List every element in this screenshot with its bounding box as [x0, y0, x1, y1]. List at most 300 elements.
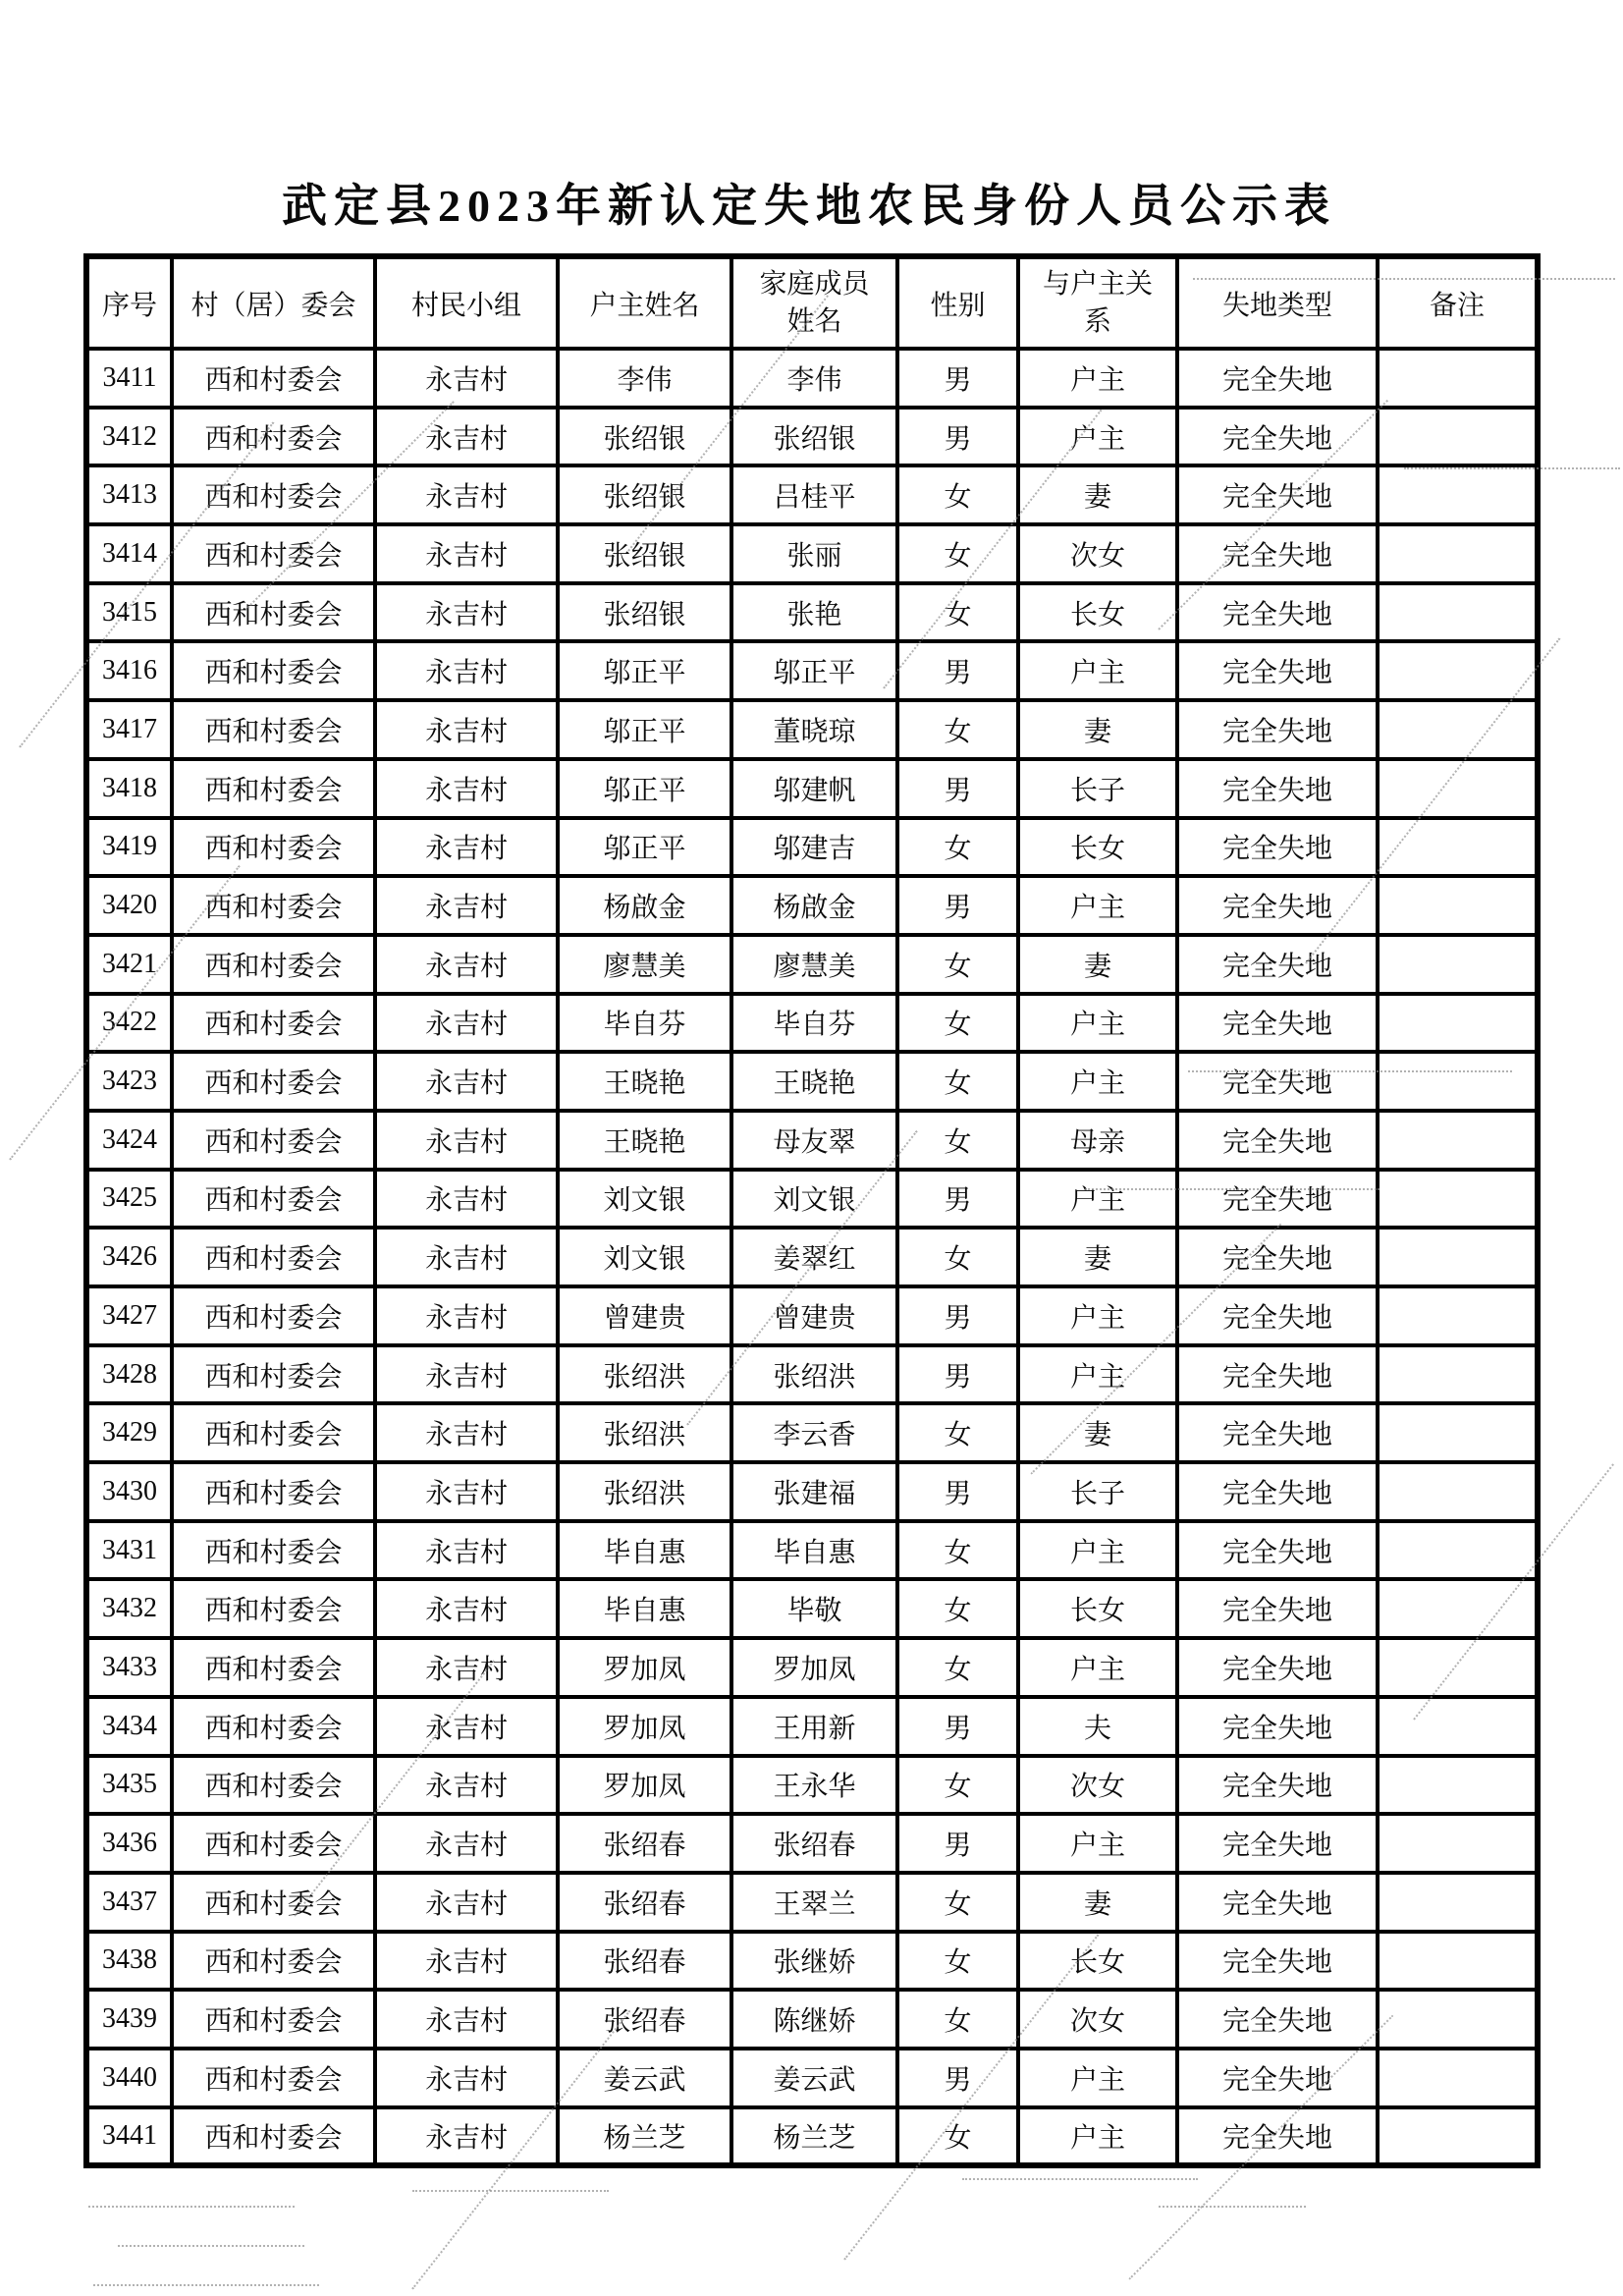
cell-head: 姜云武 — [558, 2049, 731, 2107]
cell-committee: 西和村委会 — [172, 583, 375, 642]
roster-table — [83, 253, 1541, 2168]
cell-relation: 户主 — [1018, 2049, 1177, 2107]
cell-land_type: 完全失地 — [1177, 935, 1378, 994]
roster-table-body — [86, 349, 1538, 2165]
cell-head: 张绍洪 — [558, 1403, 731, 1462]
cell-gender: 男 — [897, 759, 1018, 818]
cell-note — [1378, 1756, 1538, 1815]
cell-relation: 妻 — [1018, 935, 1177, 994]
cell-gender: 男 — [897, 1697, 1018, 1756]
cell-note — [1378, 1052, 1538, 1111]
cell-land_type: 完全失地 — [1177, 1345, 1378, 1404]
table-row — [86, 1932, 1538, 1991]
cell-group: 永吉村 — [375, 1170, 558, 1229]
cell-relation: 长女 — [1018, 818, 1177, 877]
cell-land_type: 完全失地 — [1177, 641, 1378, 700]
cell-note — [1378, 465, 1538, 524]
table-row — [86, 465, 1538, 524]
cell-note — [1378, 583, 1538, 642]
cell-note — [1378, 1111, 1538, 1170]
cell-member: 董晓琼 — [731, 700, 897, 759]
cell-group: 永吉村 — [375, 1814, 558, 1873]
cell-gender: 男 — [897, 641, 1018, 700]
cell-head: 张绍银 — [558, 408, 731, 466]
cell-head: 杨啟金 — [558, 876, 731, 935]
cell-gender: 女 — [897, 2107, 1018, 2166]
cell-relation: 户主 — [1018, 349, 1177, 408]
cell-committee: 西和村委会 — [172, 818, 375, 877]
cell-gender: 女 — [897, 818, 1018, 877]
cell-relation: 户主 — [1018, 1638, 1177, 1697]
cell-relation: 妻 — [1018, 700, 1177, 759]
cell-note — [1378, 1462, 1538, 1521]
cell-head: 罗加凤 — [558, 1756, 731, 1815]
table-row — [86, 524, 1538, 583]
cell-member: 邬正平 — [731, 641, 897, 700]
cell-member: 陈继娇 — [731, 1990, 897, 2049]
cell-committee: 西和村委会 — [172, 465, 375, 524]
cell-relation: 妻 — [1018, 465, 1177, 524]
cell-head: 邬正平 — [558, 759, 731, 818]
cell-head: 王晓艳 — [558, 1052, 731, 1111]
cell-member: 王永华 — [731, 1756, 897, 1815]
cell-committee: 西和村委会 — [172, 1873, 375, 1932]
cell-no: 3419 — [86, 818, 172, 877]
cell-land_type: 完全失地 — [1177, 994, 1378, 1053]
cell-no: 3439 — [86, 1990, 172, 2049]
cell-gender: 男 — [897, 1170, 1018, 1229]
header-cell-head: 户主姓名 — [558, 256, 731, 349]
cell-land_type: 完全失地 — [1177, 1873, 1378, 1932]
cell-group: 永吉村 — [375, 408, 558, 466]
cell-committee: 西和村委会 — [172, 1579, 375, 1638]
cell-group: 永吉村 — [375, 818, 558, 877]
cell-committee: 西和村委会 — [172, 1170, 375, 1229]
cell-gender: 女 — [897, 524, 1018, 583]
cell-committee: 西和村委会 — [172, 994, 375, 1053]
cell-head: 张绍洪 — [558, 1462, 731, 1521]
cell-note — [1378, 1638, 1538, 1697]
cell-gender: 女 — [897, 700, 1018, 759]
cell-land_type: 完全失地 — [1177, 1932, 1378, 1991]
cell-no: 3411 — [86, 349, 172, 408]
cell-gender: 女 — [897, 1521, 1018, 1580]
cell-head: 杨兰芝 — [558, 2107, 731, 2166]
cell-note — [1378, 1932, 1538, 1991]
cell-land_type: 完全失地 — [1177, 1111, 1378, 1170]
cell-no: 3413 — [86, 465, 172, 524]
table-row — [86, 700, 1538, 759]
cell-no: 3440 — [86, 2049, 172, 2107]
cell-no: 3426 — [86, 1228, 172, 1286]
table-row — [86, 1111, 1538, 1170]
cell-member: 王翠兰 — [731, 1873, 897, 1932]
cell-group: 永吉村 — [375, 2107, 558, 2166]
cell-land_type: 完全失地 — [1177, 408, 1378, 466]
cell-group: 永吉村 — [375, 1873, 558, 1932]
cell-head: 曾建贵 — [558, 1286, 731, 1345]
cell-committee: 西和村委会 — [172, 1521, 375, 1580]
cell-relation: 次女 — [1018, 1990, 1177, 2049]
cell-member: 杨兰芝 — [731, 2107, 897, 2166]
cell-land_type: 完全失地 — [1177, 876, 1378, 935]
header-cell-gender: 性别 — [897, 256, 1018, 349]
cell-head: 毕自惠 — [558, 1579, 731, 1638]
cell-no: 3421 — [86, 935, 172, 994]
cell-committee: 西和村委会 — [172, 1286, 375, 1345]
cell-gender: 女 — [897, 1932, 1018, 1991]
cell-member: 王用新 — [731, 1697, 897, 1756]
cell-group: 永吉村 — [375, 524, 558, 583]
cell-member: 张继娇 — [731, 1932, 897, 1991]
cell-group: 永吉村 — [375, 876, 558, 935]
cell-note — [1378, 935, 1538, 994]
cell-gender: 女 — [897, 1403, 1018, 1462]
cell-head: 刘文银 — [558, 1228, 731, 1286]
table-row — [86, 1579, 1538, 1638]
cell-land_type: 完全失地 — [1177, 1521, 1378, 1580]
cell-note — [1378, 1228, 1538, 1286]
cell-member: 张建福 — [731, 1462, 897, 1521]
table-row — [86, 408, 1538, 466]
cell-head: 王晓艳 — [558, 1111, 731, 1170]
cell-relation: 妻 — [1018, 1873, 1177, 1932]
cell-member: 曾建贵 — [731, 1286, 897, 1345]
cell-gender: 女 — [897, 1052, 1018, 1111]
table-row — [86, 1814, 1538, 1873]
cell-committee: 西和村委会 — [172, 1990, 375, 2049]
cell-note — [1378, 2049, 1538, 2107]
cell-committee: 西和村委会 — [172, 1345, 375, 1404]
cell-land_type: 完全失地 — [1177, 700, 1378, 759]
cell-note — [1378, 700, 1538, 759]
cell-relation: 长女 — [1018, 1579, 1177, 1638]
header-row — [86, 256, 1538, 349]
cell-note — [1378, 641, 1538, 700]
cell-note — [1378, 818, 1538, 877]
cell-relation: 户主 — [1018, 641, 1177, 700]
cell-group: 永吉村 — [375, 1756, 558, 1815]
cell-committee: 西和村委会 — [172, 1403, 375, 1462]
cell-land_type: 完全失地 — [1177, 349, 1378, 408]
cell-no: 3428 — [86, 1345, 172, 1404]
cell-no: 3430 — [86, 1462, 172, 1521]
cell-head: 邬正平 — [558, 641, 731, 700]
cell-no: 3422 — [86, 994, 172, 1053]
header-cell-landtype: 失地类型 — [1177, 256, 1378, 349]
cell-relation: 妻 — [1018, 1403, 1177, 1462]
table-row — [86, 1462, 1538, 1521]
cell-committee: 西和村委会 — [172, 1052, 375, 1111]
table-row — [86, 349, 1538, 408]
cell-land_type: 完全失地 — [1177, 1756, 1378, 1815]
cell-relation: 次女 — [1018, 524, 1177, 583]
cell-note — [1378, 876, 1538, 935]
cell-committee: 西和村委会 — [172, 935, 375, 994]
cell-committee: 西和村委会 — [172, 524, 375, 583]
cell-member: 张艳 — [731, 583, 897, 642]
cell-member: 吕桂平 — [731, 465, 897, 524]
cell-no: 3420 — [86, 876, 172, 935]
cell-committee: 西和村委会 — [172, 1932, 375, 1991]
cell-no: 3436 — [86, 1814, 172, 1873]
cell-group: 永吉村 — [375, 1521, 558, 1580]
cell-head: 刘文银 — [558, 1170, 731, 1229]
cell-relation: 妻 — [1018, 1228, 1177, 1286]
cell-head: 罗加凤 — [558, 1697, 731, 1756]
cell-group: 永吉村 — [375, 1990, 558, 2049]
cell-member: 杨啟金 — [731, 876, 897, 935]
cell-committee: 西和村委会 — [172, 876, 375, 935]
cell-member: 李云香 — [731, 1403, 897, 1462]
cell-gender: 女 — [897, 1579, 1018, 1638]
cell-group: 永吉村 — [375, 1403, 558, 1462]
cell-committee: 西和村委会 — [172, 1756, 375, 1815]
cell-relation: 户主 — [1018, 994, 1177, 1053]
cell-no: 3433 — [86, 1638, 172, 1697]
cell-note — [1378, 1579, 1538, 1638]
cell-land_type: 完全失地 — [1177, 583, 1378, 642]
cell-no: 3432 — [86, 1579, 172, 1638]
cell-committee: 西和村委会 — [172, 1814, 375, 1873]
cell-land_type: 完全失地 — [1177, 524, 1378, 583]
cell-head: 毕自芬 — [558, 994, 731, 1053]
cell-gender: 女 — [897, 1111, 1018, 1170]
cell-relation: 户主 — [1018, 876, 1177, 935]
table-row — [86, 935, 1538, 994]
header-cell-relation: 与户主关系 — [1018, 256, 1177, 349]
cell-group: 永吉村 — [375, 700, 558, 759]
cell-no: 3416 — [86, 641, 172, 700]
cell-member: 张绍洪 — [731, 1345, 897, 1404]
cell-note — [1378, 1170, 1538, 1229]
table-row — [86, 2049, 1538, 2107]
cell-member: 李伟 — [731, 349, 897, 408]
cell-group: 永吉村 — [375, 994, 558, 1053]
cell-gender: 女 — [897, 1873, 1018, 1932]
cell-no: 3418 — [86, 759, 172, 818]
cell-member: 罗加凤 — [731, 1638, 897, 1697]
cell-note — [1378, 1990, 1538, 2049]
cell-relation: 长女 — [1018, 1932, 1177, 1991]
cell-gender: 男 — [897, 876, 1018, 935]
cell-relation: 户主 — [1018, 1521, 1177, 1580]
cell-no: 3412 — [86, 408, 172, 466]
cell-committee: 西和村委会 — [172, 1638, 375, 1697]
cell-no: 3417 — [86, 700, 172, 759]
cell-relation: 户主 — [1018, 1170, 1177, 1229]
cell-member: 廖慧美 — [731, 935, 897, 994]
cell-no: 3438 — [86, 1932, 172, 1991]
header-cell-no: 序号 — [86, 256, 172, 349]
cell-relation: 户主 — [1018, 408, 1177, 466]
cell-no: 3415 — [86, 583, 172, 642]
cell-group: 永吉村 — [375, 2049, 558, 2107]
cell-group: 永吉村 — [375, 1111, 558, 1170]
cell-relation: 长子 — [1018, 1462, 1177, 1521]
cell-no: 3441 — [86, 2107, 172, 2166]
page-title: 武定县2023年新认定失地农民身份人员公示表 — [282, 181, 1336, 231]
cell-group: 永吉村 — [375, 1932, 558, 1991]
cell-member: 张丽 — [731, 524, 897, 583]
table-row — [86, 876, 1538, 935]
cell-group: 永吉村 — [375, 759, 558, 818]
cell-no: 3427 — [86, 1286, 172, 1345]
cell-no: 3435 — [86, 1756, 172, 1815]
cell-group: 永吉村 — [375, 465, 558, 524]
cell-land_type: 完全失地 — [1177, 2107, 1378, 2166]
cell-member: 姜翠红 — [731, 1228, 897, 1286]
cell-head: 廖慧美 — [558, 935, 731, 994]
cell-gender: 男 — [897, 1462, 1018, 1521]
cell-gender: 女 — [897, 583, 1018, 642]
cell-note — [1378, 1873, 1538, 1932]
table-row — [86, 1228, 1538, 1286]
cell-committee: 西和村委会 — [172, 759, 375, 818]
cell-gender: 女 — [897, 1756, 1018, 1815]
cell-member: 邬建帆 — [731, 759, 897, 818]
cell-head: 张绍春 — [558, 1990, 731, 2049]
cell-head: 毕自惠 — [558, 1521, 731, 1580]
cell-head: 张绍银 — [558, 524, 731, 583]
cell-relation: 夫 — [1018, 1697, 1177, 1756]
table-row — [86, 583, 1538, 642]
header-cell-group: 村民小组 — [375, 256, 558, 349]
cell-land_type: 完全失地 — [1177, 1052, 1378, 1111]
cell-land_type: 完全失地 — [1177, 759, 1378, 818]
header-cell-member: 家庭成员姓名 — [731, 256, 897, 349]
cell-committee: 西和村委会 — [172, 1462, 375, 1521]
cell-member: 邬建吉 — [731, 818, 897, 877]
cell-committee: 西和村委会 — [172, 2049, 375, 2107]
cell-relation: 长子 — [1018, 759, 1177, 818]
cell-group: 永吉村 — [375, 1052, 558, 1111]
cell-note — [1378, 1814, 1538, 1873]
cell-head: 张绍春 — [558, 1873, 731, 1932]
cell-land_type: 完全失地 — [1177, 1638, 1378, 1697]
cell-member: 母友翠 — [731, 1111, 897, 1170]
cell-group: 永吉村 — [375, 1345, 558, 1404]
cell-relation: 户主 — [1018, 1814, 1177, 1873]
cell-member: 毕自惠 — [731, 1521, 897, 1580]
cell-no: 3429 — [86, 1403, 172, 1462]
cell-land_type: 完全失地 — [1177, 818, 1378, 877]
cell-note — [1378, 1286, 1538, 1345]
table-row — [86, 1521, 1538, 1580]
cell-member: 张绍春 — [731, 1814, 897, 1873]
cell-no: 3414 — [86, 524, 172, 583]
cell-relation: 户主 — [1018, 1286, 1177, 1345]
table-row — [86, 1756, 1538, 1815]
table-row — [86, 1638, 1538, 1697]
cell-gender: 女 — [897, 1638, 1018, 1697]
cell-land_type: 完全失地 — [1177, 1579, 1378, 1638]
table-row — [86, 1873, 1538, 1932]
cell-committee: 西和村委会 — [172, 2107, 375, 2166]
table-row — [86, 1990, 1538, 2049]
cell-relation: 母亲 — [1018, 1111, 1177, 1170]
cell-land_type: 完全失地 — [1177, 1228, 1378, 1286]
cell-gender: 男 — [897, 1345, 1018, 1404]
cell-member: 毕自芬 — [731, 994, 897, 1053]
cell-land_type: 完全失地 — [1177, 1990, 1378, 2049]
cell-gender: 男 — [897, 1286, 1018, 1345]
cell-head: 邬正平 — [558, 700, 731, 759]
cell-note — [1378, 1521, 1538, 1580]
cell-gender: 男 — [897, 2049, 1018, 2107]
table-row — [86, 1286, 1538, 1345]
cell-gender: 女 — [897, 935, 1018, 994]
header-cell-committee: 村（居）委会 — [172, 256, 375, 349]
cell-member: 刘文银 — [731, 1170, 897, 1229]
cell-group: 永吉村 — [375, 935, 558, 994]
cell-relation: 户主 — [1018, 2107, 1177, 2166]
cell-gender: 男 — [897, 349, 1018, 408]
cell-land_type: 完全失地 — [1177, 1814, 1378, 1873]
cell-land_type: 完全失地 — [1177, 1286, 1378, 1345]
cell-gender: 女 — [897, 1990, 1018, 2049]
cell-group: 永吉村 — [375, 641, 558, 700]
table-row — [86, 994, 1538, 1053]
table-row — [86, 1170, 1538, 1229]
cell-note — [1378, 759, 1538, 818]
cell-head: 张绍银 — [558, 583, 731, 642]
cell-group: 永吉村 — [375, 583, 558, 642]
table-row — [86, 1052, 1538, 1111]
cell-gender: 男 — [897, 408, 1018, 466]
cell-group: 永吉村 — [375, 1462, 558, 1521]
cell-head: 罗加凤 — [558, 1638, 731, 1697]
cell-note — [1378, 1345, 1538, 1404]
cell-land_type: 完全失地 — [1177, 1697, 1378, 1756]
cell-member: 毕敬 — [731, 1579, 897, 1638]
cell-note — [1378, 2107, 1538, 2166]
header-cell-note: 备注 — [1378, 256, 1538, 349]
cell-gender: 男 — [897, 1814, 1018, 1873]
cell-head: 张绍洪 — [558, 1345, 731, 1404]
table-row — [86, 1697, 1538, 1756]
cell-committee: 西和村委会 — [172, 1697, 375, 1756]
cell-head: 张绍春 — [558, 1814, 731, 1873]
table-row — [86, 759, 1538, 818]
cell-gender: 女 — [897, 994, 1018, 1053]
cell-head: 邬正平 — [558, 818, 731, 877]
cell-land_type: 完全失地 — [1177, 2049, 1378, 2107]
cell-head: 张绍春 — [558, 1932, 731, 1991]
cell-group: 永吉村 — [375, 349, 558, 408]
cell-no: 3431 — [86, 1521, 172, 1580]
table-row — [86, 1345, 1538, 1404]
cell-no: 3434 — [86, 1697, 172, 1756]
cell-group: 永吉村 — [375, 1228, 558, 1286]
cell-group: 永吉村 — [375, 1286, 558, 1345]
cell-committee: 西和村委会 — [172, 1111, 375, 1170]
cell-member: 张绍银 — [731, 408, 897, 466]
table-row — [86, 2107, 1538, 2166]
table-row — [86, 1403, 1538, 1462]
cell-note — [1378, 408, 1538, 466]
cell-group: 永吉村 — [375, 1697, 558, 1756]
cell-committee: 西和村委会 — [172, 1228, 375, 1286]
cell-note — [1378, 1403, 1538, 1462]
cell-land_type: 完全失地 — [1177, 1170, 1378, 1229]
table-row — [86, 818, 1538, 877]
cell-note — [1378, 524, 1538, 583]
cell-land_type: 完全失地 — [1177, 465, 1378, 524]
table-row — [86, 641, 1538, 700]
cell-member: 姜云武 — [731, 2049, 897, 2107]
cell-group: 永吉村 — [375, 1638, 558, 1697]
